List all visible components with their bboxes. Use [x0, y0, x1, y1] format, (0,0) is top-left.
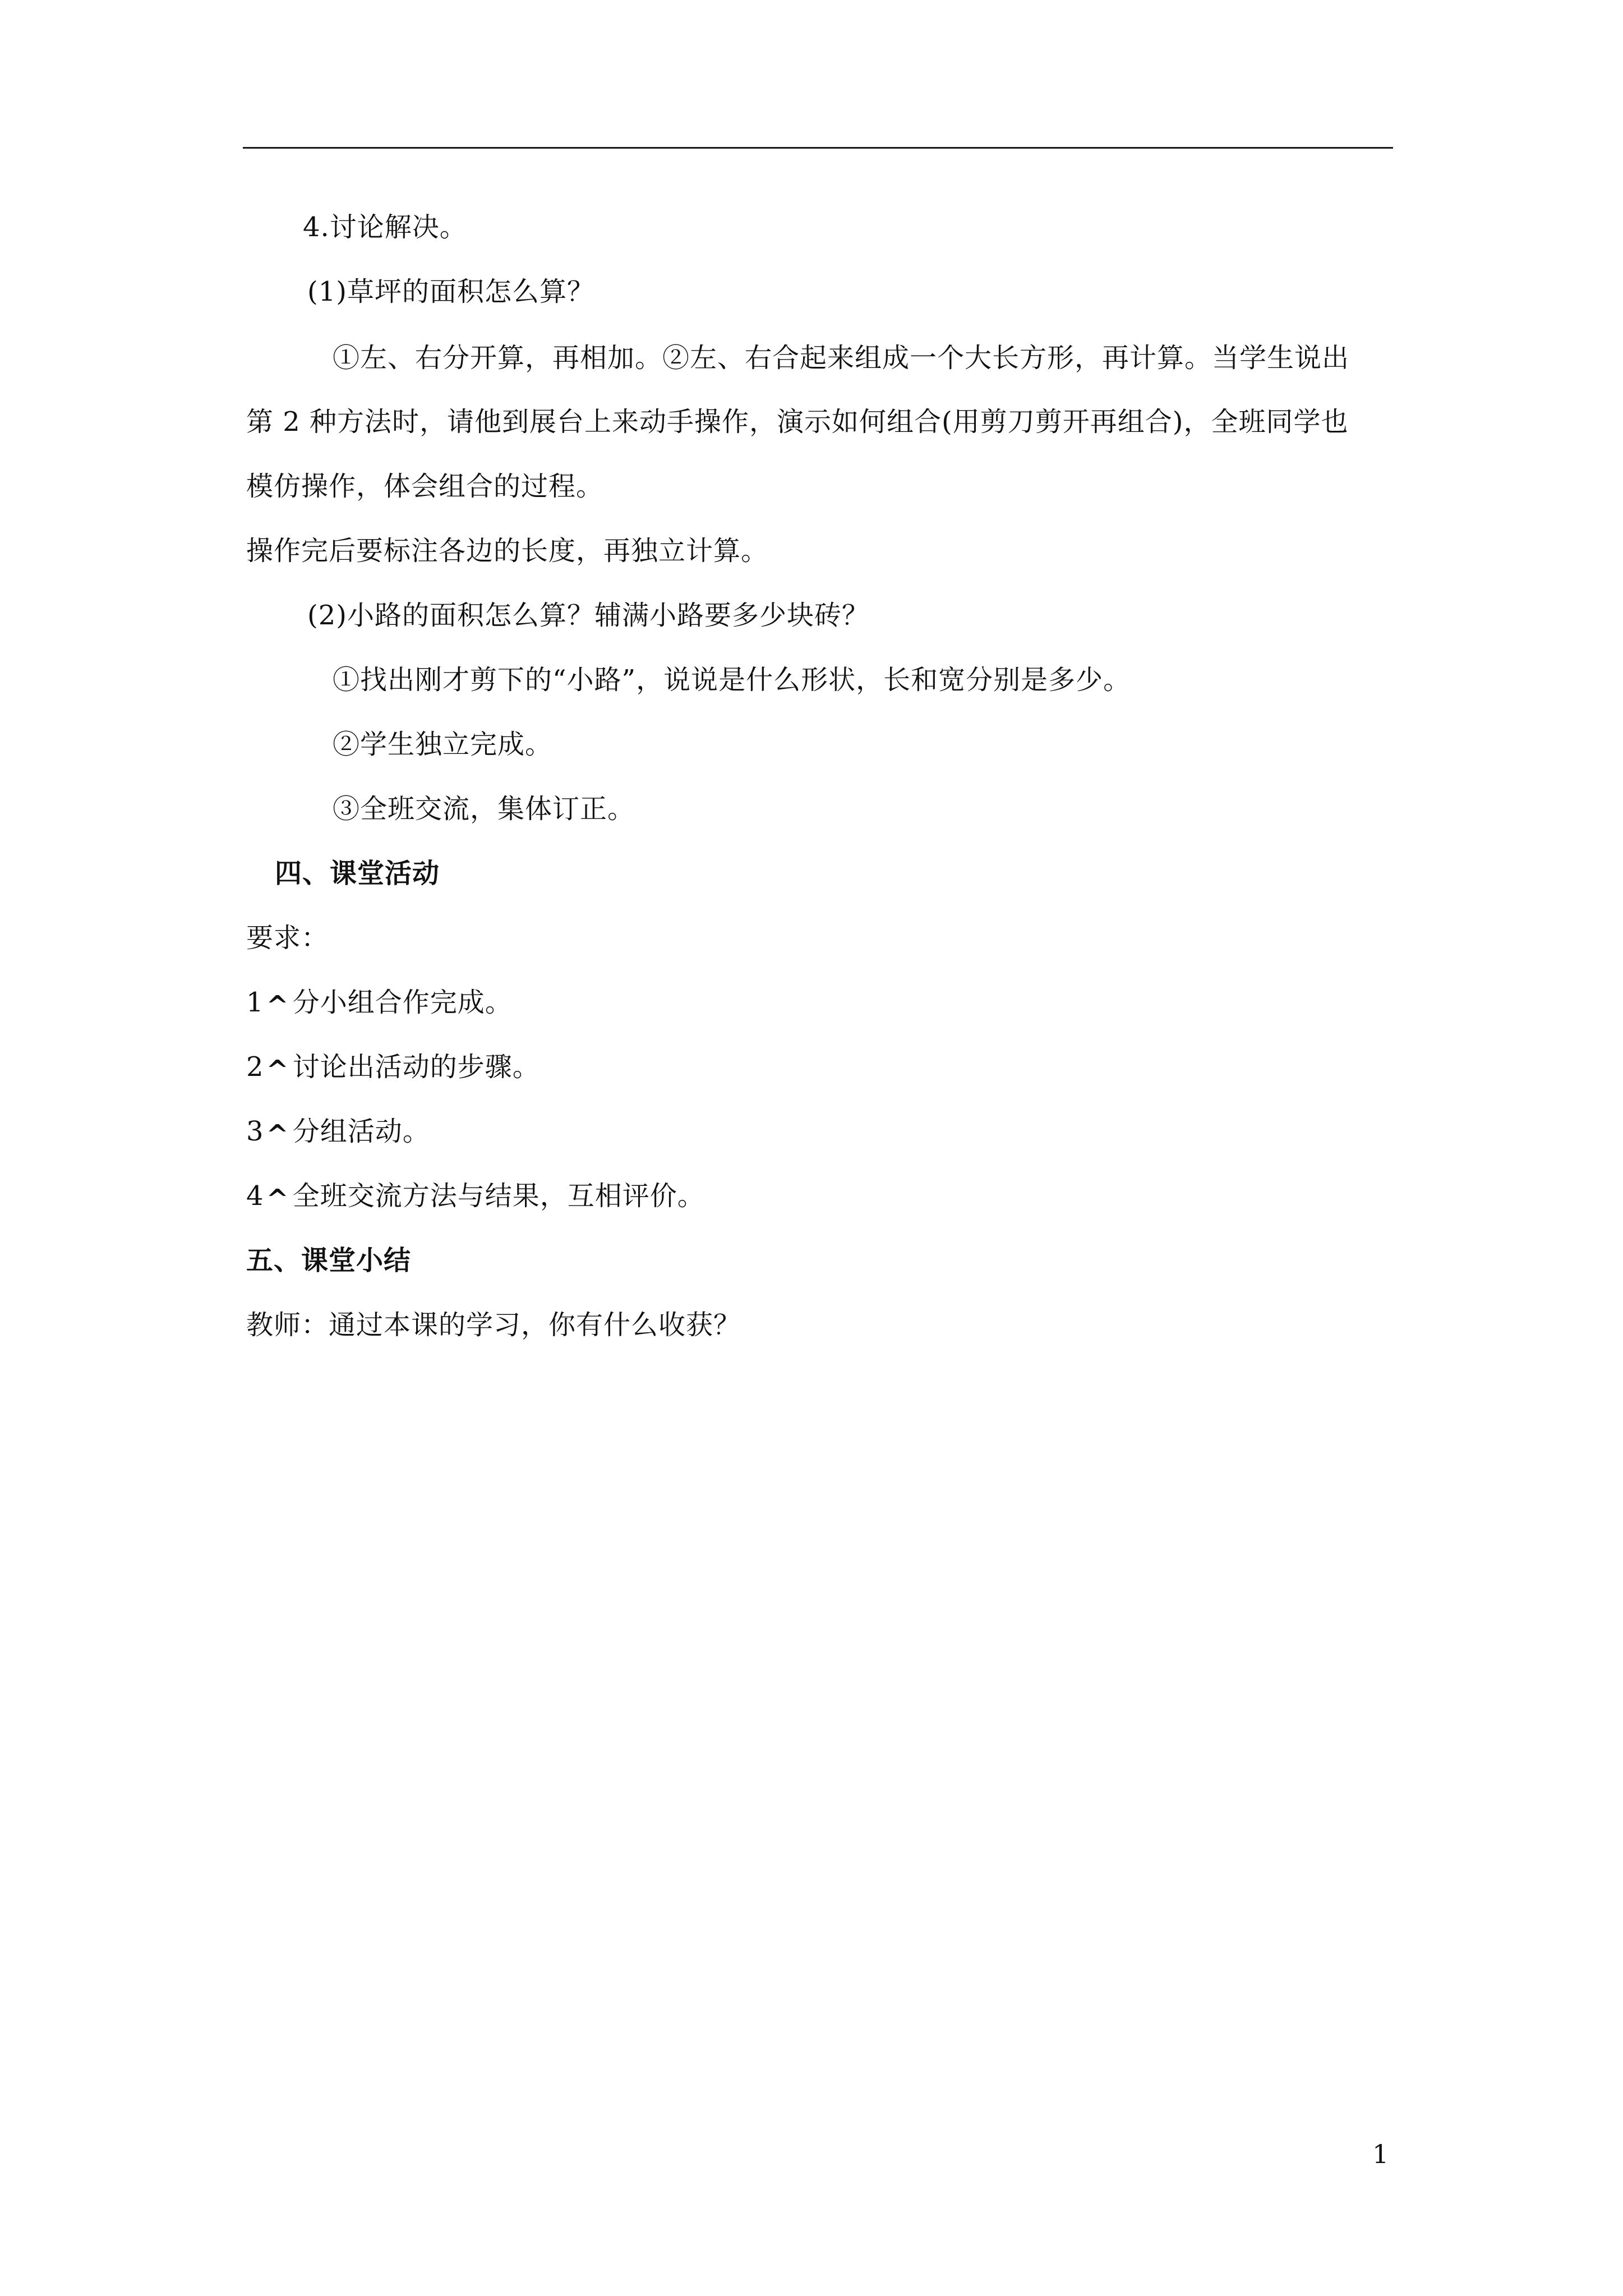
list-item-text: 全班交流方法与结果，互相评价。 — [292, 1180, 705, 1212]
paragraph-step-4: 4.讨论解决。 — [303, 211, 467, 243]
paragraph-method-line-2: 第 2 种方法时，请他到展台上来动手操作，演示如何组合(用剪刀剪开再组合)，全班同学也 — [246, 406, 1349, 438]
paragraph-question-1: (1)草坪的面积怎么算？ — [307, 276, 594, 307]
list-item — [246, 1115, 430, 1151]
caret-marker: ^ — [266, 990, 289, 1022]
caret-marker: ^ — [266, 1184, 289, 1215]
list-number: 4 — [246, 1180, 264, 1212]
paragraph-question-2: (2)小路的面积怎么算？辅满小路要多少块砖？ — [307, 600, 869, 631]
header-rule — [243, 147, 1393, 149]
paragraph-substep-3: ③全班交流，集体订正。 — [333, 793, 635, 825]
list-item — [246, 986, 513, 1022]
paragraph-substep-2: ②学生独立完成。 — [333, 729, 553, 760]
list-item — [246, 1050, 540, 1084]
list-item-text: 分组活动。 — [292, 1116, 430, 1147]
list-item — [246, 1179, 705, 1213]
section-heading-activity: 四、课堂活动 — [275, 858, 440, 889]
paragraph-label-lengths: 操作完后要标注各边的长度，再独立计算。 — [246, 535, 769, 567]
paragraph-teacher-question: 教师：通过本课的学习，你有什么收获？ — [246, 1309, 741, 1341]
list-number: 2 — [246, 1051, 264, 1083]
paragraph-substep-1: ①找出刚才剪下的“小路”，说说是什么形状，长和宽分别是多少。 — [333, 664, 1131, 696]
caret-marker: ^ — [266, 1119, 289, 1151]
page-number: 1 — [1372, 2139, 1389, 2169]
section-heading-summary: 五、课堂小结 — [246, 1245, 412, 1276]
caret-marker: ^ — [266, 1055, 289, 1086]
paragraph-method-line-1: ①左、右分开算，再相加。②左、右合起来组成一个大长方形，再计算。当学生说出 — [333, 342, 1350, 374]
list-number: 3 — [246, 1116, 264, 1147]
list-item-text: 分小组合作完成。 — [292, 987, 513, 1018]
list-number: 1 — [246, 987, 264, 1018]
paragraph-method-line-3: 模仿操作，体会组合的过程。 — [246, 471, 604, 502]
list-item-text: 讨论出活动的步骤。 — [292, 1051, 540, 1083]
requirements-label: 要求： — [246, 922, 329, 954]
